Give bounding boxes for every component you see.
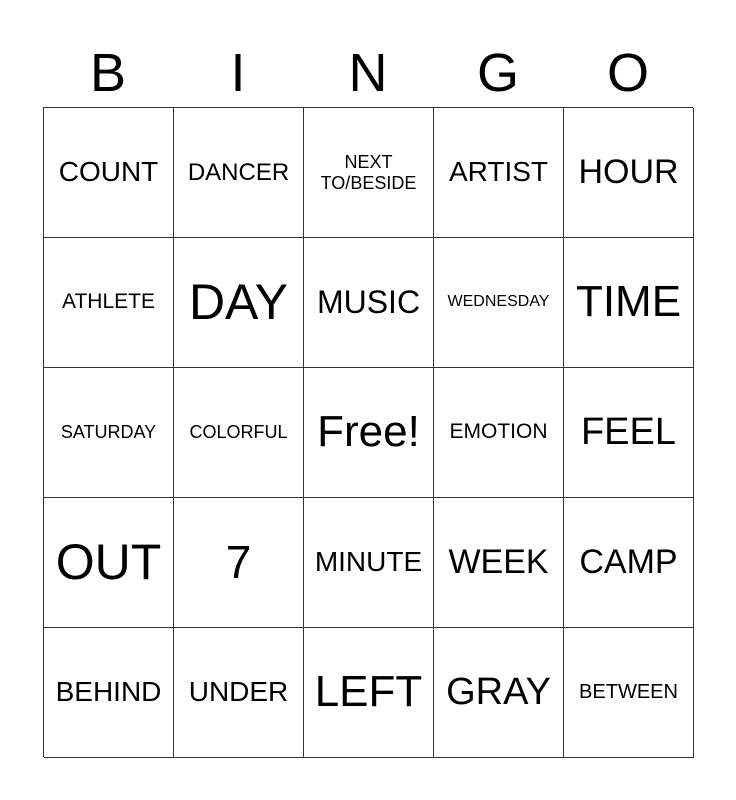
header-letter-n: N [348, 43, 388, 103]
header-letter-b: B [89, 43, 127, 103]
cell-label: BEHIND [55, 676, 162, 708]
bingo-cell-r3-c0[interactable] [44, 498, 174, 628]
bingo-cell-r1-c0[interactable] [44, 238, 174, 368]
bingo-cell-r0-c4[interactable] [564, 108, 694, 238]
cell-label: 7 [225, 536, 252, 589]
bingo-cell-r2-c0[interactable] [44, 368, 174, 498]
bingo-cell-r4-c2[interactable] [304, 628, 434, 758]
bingo-cell-r4-c3[interactable] [434, 628, 564, 758]
cell-label: COUNT [58, 156, 159, 188]
cell-label: CAMP [579, 542, 678, 581]
bingo-cell-r2-c1[interactable] [174, 368, 304, 498]
cell-label: COLORFUL [189, 422, 288, 443]
cell-label: SATURDAY [60, 422, 157, 443]
header-letter-i: I [230, 43, 246, 103]
cell-label: NEXT TO/BESIDE [320, 151, 417, 193]
bingo-cell-r1-c4[interactable] [564, 238, 694, 368]
bingo-cell-r4-c0[interactable] [44, 628, 174, 758]
bingo-cell-r1-c2[interactable] [304, 238, 434, 368]
cell-label: DANCER [187, 158, 290, 186]
cell-label: LEFT [314, 667, 423, 717]
bingo-cell-r4-c1[interactable] [174, 628, 304, 758]
header-letter-g: G [476, 43, 519, 103]
bingo-cell-r1-c1[interactable] [174, 238, 304, 368]
bingo-cell-r2-c2[interactable] [304, 368, 434, 498]
bingo-cell-r4-c4[interactable] [564, 628, 694, 758]
bingo-cell-r3-c3[interactable] [434, 498, 564, 628]
cell-label: EMOTION [449, 420, 548, 444]
cell-label: UNDER [188, 676, 289, 708]
cell-label: MUSIC [316, 284, 421, 321]
bingo-cell-r0-c2[interactable] [304, 108, 434, 238]
bingo-cell-r0-c3[interactable] [434, 108, 564, 238]
bingo-cell-r0-c1[interactable] [174, 108, 304, 238]
cell-label: WEDNESDAY [447, 293, 550, 311]
cell-label: MINUTE [314, 546, 423, 578]
bingo-cell-r3-c1[interactable] [174, 498, 304, 628]
cell-label: ARTIST [448, 156, 549, 188]
bingo-cell-r3-c2[interactable] [304, 498, 434, 628]
cell-label: FEEL [580, 410, 677, 453]
bingo-header [43, 40, 693, 106]
cell-label: OUT [55, 533, 162, 590]
cell-label: HOUR [578, 152, 679, 191]
bingo-board [43, 107, 693, 757]
cell-label: TIME [575, 277, 682, 327]
cell-label: BETWEEN [579, 681, 678, 703]
cell-label: WEEK [448, 542, 549, 581]
cell-label: ATHLETE [62, 290, 155, 314]
bingo-cell-r0-c0[interactable] [44, 108, 174, 238]
cell-label: GRAY [446, 670, 551, 713]
bingo-cell-r1-c3[interactable] [434, 238, 564, 368]
bingo-cell-r3-c4[interactable] [564, 498, 694, 628]
bingo-cell-r2-c4[interactable] [564, 368, 694, 498]
cell-label: DAY [188, 273, 289, 330]
free-space: Free! [317, 407, 420, 457]
header-letter-o: O [606, 43, 649, 103]
bingo-cell-r2-c3[interactable] [434, 368, 564, 498]
